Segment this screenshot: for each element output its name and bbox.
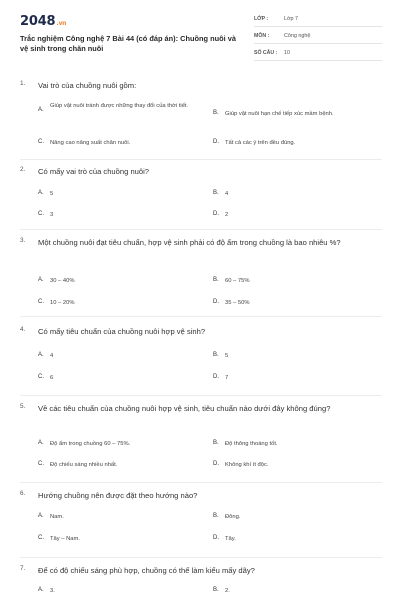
option-letter: C.	[38, 299, 44, 305]
option-text: Tây.	[225, 536, 236, 542]
option-text: Độ ẩm trong chuồng 60 – 75%.	[50, 441, 131, 447]
question-number: 2.	[20, 166, 26, 173]
option-text: 2	[225, 212, 229, 218]
option-letter: B.	[213, 513, 219, 519]
question-text: Có mấy vai trò của chuồng nuôi?	[38, 167, 150, 176]
question-text: Để có độ chiếu sáng phù hợp, chuồng có thể làm kiểu mấy dãy?	[38, 566, 255, 575]
option-text: 35 – 50%	[225, 300, 250, 306]
option-letter: D.	[213, 211, 219, 217]
meta-value: Lớp 7	[284, 16, 299, 22]
question-item	[20, 166, 382, 230]
option-letter: A.	[38, 352, 44, 358]
question-item	[20, 565, 382, 600]
question-number: 5.	[20, 403, 26, 410]
option-letter: D.	[213, 374, 219, 380]
option-text: 60 – 75%	[225, 278, 250, 284]
option-letter: D.	[213, 139, 219, 145]
option-text: Độ thông thoáng tốt.	[225, 441, 278, 447]
option-letter: B.	[213, 110, 219, 116]
option-text: 3	[50, 212, 54, 218]
question-number: 6.	[20, 490, 26, 497]
question-item	[20, 490, 382, 558]
meta-label: MÔN :	[254, 33, 270, 39]
option-letter: B.	[213, 352, 219, 358]
question-number: 1.	[20, 80, 26, 87]
option-text: 6	[50, 375, 54, 381]
option-letter: B.	[213, 587, 219, 593]
option-letter: A.	[38, 107, 44, 113]
meta-label: LỚP :	[254, 16, 269, 22]
option-text: Nam.	[50, 514, 64, 520]
option-text: 5	[225, 353, 229, 359]
option-letter: C.	[38, 139, 44, 145]
option-letter: B.	[213, 277, 219, 283]
option-letter: A.	[38, 277, 44, 283]
option-text: 5	[50, 191, 54, 197]
option-text: 2.	[225, 588, 230, 594]
logo-text: 2048	[20, 14, 56, 29]
question-number: 7.	[20, 565, 26, 572]
question-item	[20, 403, 382, 483]
option-text: Giúp vật nuôi hạn chế tiếp xúc mầm bệnh.	[225, 111, 334, 117]
option-letter: D.	[213, 299, 219, 305]
question-number: 3.	[20, 237, 26, 244]
quiz-meta	[254, 14, 382, 65]
option-letter: D.	[213, 461, 219, 467]
option-letter: A.	[38, 190, 44, 196]
meta-value: Công nghệ	[284, 33, 311, 39]
meta-value: 10	[284, 50, 290, 56]
option-text: Nâng cao năng suất chăn nuôi.	[50, 140, 131, 146]
option-text: 30 – 40%	[50, 278, 75, 284]
option-text: Không khí ít độc.	[225, 462, 269, 468]
option-letter: D.	[213, 535, 219, 541]
option-letter: C.	[38, 535, 44, 541]
option-text: 4	[50, 353, 54, 359]
quiz-title: Trắc nghiệm Công nghệ 7 Bài 44 (có đáp án): Chuồng nuôi và vệ sinh trong chăn nuôi	[20, 34, 236, 53]
option-text: Độ chiếu sáng nhiều nhất.	[50, 462, 118, 468]
option-letter: A.	[38, 440, 44, 446]
meta-row-class	[254, 14, 382, 27]
meta-label: SỐ CÂU :	[254, 50, 278, 56]
question-text: Hướng chuồng nên được đặt theo hướng nào?	[38, 491, 198, 500]
option-text: 7	[225, 375, 229, 381]
option-letter: C.	[38, 211, 44, 217]
option-letter: C.	[38, 374, 44, 380]
meta-row-subject	[254, 31, 382, 44]
question-item	[20, 326, 382, 396]
question-item	[20, 237, 382, 317]
option-text: Tây – Nam.	[50, 536, 80, 542]
option-letter: A.	[38, 513, 44, 519]
logo-suffix: .vn	[56, 20, 67, 27]
option-text: Tất cả các ý trên đều đúng.	[225, 140, 296, 146]
option-text: 3.	[50, 588, 55, 594]
option-letter: C.	[38, 461, 44, 467]
option-letter: B.	[213, 190, 219, 196]
page-header	[20, 14, 382, 70]
question-number: 4.	[20, 326, 26, 333]
site-logo[interactable]	[20, 14, 66, 29]
question-text: Một chuồng nuôi đạt tiêu chuẩn, hợp vệ sinh phải có độ ẩm trong chuồng là bao nhiêu %?	[38, 238, 341, 247]
question-text: Về các tiêu chuẩn của chuồng nuôi hợp vệ sinh, tiêu chuẩn nào dưới đây không đúng?	[38, 404, 331, 413]
option-letter: B.	[213, 440, 219, 446]
option-text: 10 – 20%	[50, 300, 75, 306]
option-text: Giúp vật nuôi tránh được những thay đổi của thời tiết.	[50, 103, 189, 109]
meta-row-count	[254, 48, 382, 61]
question-item	[20, 80, 382, 160]
option-letter: A.	[38, 587, 44, 593]
option-text: Đông.	[225, 514, 241, 520]
question-text: Vai trò của chuồng nuôi gồm:	[38, 81, 137, 90]
question-text: Có mấy tiêu chuẩn của chuồng nuôi hợp vệ sinh?	[38, 327, 206, 336]
option-text: 4	[225, 191, 229, 197]
